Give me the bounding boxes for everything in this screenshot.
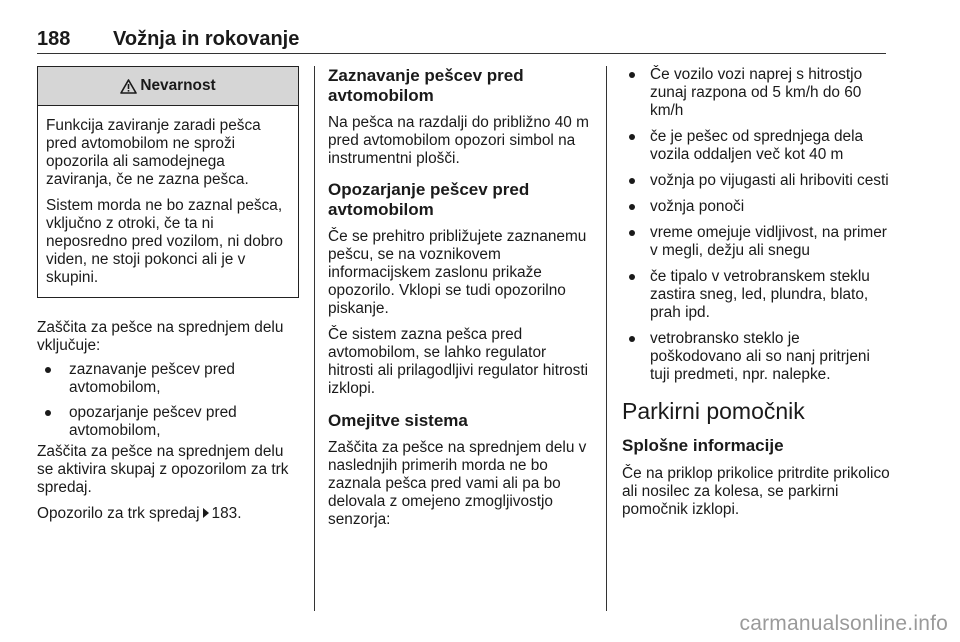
column-divider-left (314, 66, 315, 611)
bullet-icon (629, 230, 635, 236)
chapter-title: Vožnja in rokovanje (113, 28, 300, 50)
column-middle (328, 66, 592, 529)
activation-paragraph: Zaščita za pešce na sprednjem delu se aktivira skupaj z opozorilom za trk spredaj. (37, 443, 289, 496)
bullet-icon (629, 178, 635, 184)
bullet-icon (45, 410, 51, 416)
page-header (37, 28, 886, 50)
list-item: vetrobransko steklo je poškodovano ali so nanj pritrjeni tuji predmeti, npr. nalepke. (622, 330, 890, 384)
section-heading: Omejitve sistema (328, 411, 468, 430)
warning-body (38, 106, 298, 297)
paragraph: Če na priklop prikolice pritrdite prikolico ali nosilec za kolesa, se parkirni pomočnik izklopi. (622, 465, 890, 518)
list-item: če je pešec od sprednjega dela vozila oddaljen več kot 40 m (622, 128, 890, 164)
paragraph: Zaščita za pešce na sprednjem delu v naslednjih primerih morda ne bo zaznala pešca pred vami ali pa bo delovala z omejeno zmogljivostjo senzorja: (328, 439, 587, 528)
feature-list (37, 361, 299, 440)
warning-triangle-icon (120, 79, 137, 94)
column-right (622, 66, 890, 519)
page-number: 188 (37, 28, 71, 50)
bullet-icon (629, 134, 635, 140)
bullet-icon (629, 204, 635, 210)
warning-header (38, 67, 298, 106)
section-heading: Zaznavanje pešcev pred avtomobilom (328, 66, 524, 105)
list-item: vožnja ponoči (622, 198, 890, 216)
cross-reference: Opozorilo za trk spredaj 183. (37, 505, 242, 522)
list-item: zaznavanje pešcev pred avtomobilom, (37, 361, 299, 397)
paragraph: Na pešca na razdalji do približno 40 m pred avtomobilom opozori simbol na instrumentni plošči. (328, 114, 589, 167)
bullet-icon (629, 336, 635, 342)
bullet-icon (45, 367, 51, 373)
section-title: Parkirni pomočnik (622, 398, 805, 424)
reference-link[interactable]: 183. (211, 505, 242, 522)
list-item: opozarjanje pešcev pred avtomobilom, (37, 404, 299, 440)
section-heading: Opozarjanje pešcev pred avtomobilom (328, 180, 530, 219)
list-item: vožnja po vijugasti ali hriboviti cesti (622, 172, 890, 190)
sub-heading: Splošne informacije (622, 436, 784, 455)
bullet-icon (629, 72, 635, 78)
header-divider (37, 53, 886, 54)
list-item: vreme omejuje vidljivost, na primer v megli, dežju ali snegu (622, 224, 890, 260)
warning-paragraph: Sistem morda ne bo zaznal pešca, vključno z otroki, če ta ni neposredno pred vozilom, ni dobro viden, ne stoji pokonci ali je v skupini. (46, 197, 283, 286)
column-left (37, 66, 299, 523)
column-divider-right (606, 66, 607, 611)
paragraph: Če sistem zazna pešca pred avtomobilom, se lahko regulator hitrosti ali prilagodljivi regulator hitrosti izklopi. (328, 326, 589, 397)
watermark: carmanualsonline.info (739, 612, 948, 635)
intro-paragraph: Zaščita za pešce na sprednjem delu vključuje: (37, 319, 284, 354)
warning-paragraph: Funkcija zaviranje zaradi pešca pred avtomobilom ne sproži opozorila ali samodejnega zaviranja, če ne zazna pešca. (46, 117, 261, 188)
bullet-icon (629, 274, 635, 280)
reference-arrow-icon (203, 508, 209, 518)
warning-title: Nevarnost (140, 77, 216, 94)
list-item: Če vozilo vozi naprej s hitrostjo zunaj razpona od 5 km/h do 60 km/h (622, 66, 890, 120)
paragraph: Če se prehitro približujete zaznanemu pešcu, se na voznikovem informacijskem zaslonu prikaže opozorilo. Vklopi se tudi opozorilno piskanje. (328, 228, 587, 317)
limitation-list (622, 66, 890, 384)
list-item: če tipalo v vetrobranskem steklu zastira sneg, led, plundra, blato, prah ipd. (622, 268, 890, 322)
warning-box (37, 66, 299, 298)
